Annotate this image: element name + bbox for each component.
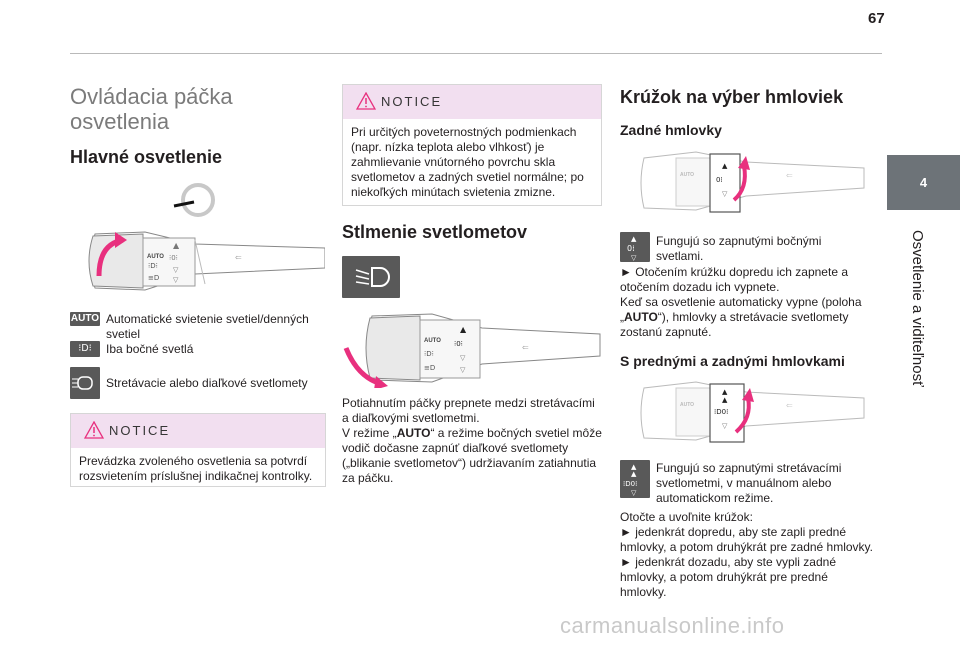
svg-text:▲: ▲ xyxy=(631,470,637,478)
svg-text:⁝0⁝: ⁝0⁝ xyxy=(169,254,178,262)
svg-text:▽: ▽ xyxy=(631,254,637,262)
svg-text:⇐: ⇐ xyxy=(235,253,242,262)
legend-side-lights-text: Iba bočné svetlá xyxy=(106,342,194,356)
svg-text:▲: ▲ xyxy=(460,325,467,334)
rear-fog-instructions: ► Otočením krúžku dopredu ich zapnete a otočením dozadu ich vypnete. Keď sa osvetlenie automaticky vypne (poloha „AUTO“), hmlovky a stretávacie svetlomety zostanú zapnuté. xyxy=(620,265,862,339)
front-rear-fog-instructions: Otočte a uvoľnite krúžok: ► jedenkrát dopredu, aby ste zapli predné hmlovky, a potom druhýkrát pre zadné hmlovky. ► jedenkrát dozadu, aby ste vypli zadné hmlovky, a potom druhýkrát pre predné hmlovky. xyxy=(620,510,873,599)
svg-text:▲: ▲ xyxy=(722,396,728,404)
legend-auto-text: Automatické svietenie svetiel/denných svetiel xyxy=(106,312,309,341)
notice-text: Prevádzka zvoleného osvetlenia sa potvrdí rozsvietením príslušnej indikačnej kontrolky. xyxy=(79,454,313,483)
diagram-auto-label: AUTO xyxy=(680,172,695,178)
notice-label: NOTICE xyxy=(381,94,443,109)
svg-text:⇐: ⇐ xyxy=(786,401,793,410)
svg-text:▽: ▽ xyxy=(460,354,466,362)
legend-headlamp-text: Stretávacie alebo diaľkové svetlomety xyxy=(106,376,308,390)
front-rear-fog-icon xyxy=(620,460,650,498)
steering-wheel-icon xyxy=(170,182,220,218)
rear-fog-icon xyxy=(620,232,650,262)
svg-text:⁞D0⁞: ⁞D0⁞ xyxy=(623,480,638,488)
auto-icon: AUTO xyxy=(70,313,100,324)
svg-text:0⁞: 0⁞ xyxy=(716,176,723,184)
svg-text:▽: ▽ xyxy=(631,489,637,497)
svg-text:▽: ▽ xyxy=(722,422,728,430)
chapter-title: Osvetlenie a viditeľnosť xyxy=(909,230,926,387)
rear-fog-icon-text: Fungujú so zapnutými bočnými svetlami. xyxy=(656,234,822,263)
subheading-front-rear-fog: S prednými a zadnými hmlovkami xyxy=(620,353,845,369)
header-rule xyxy=(70,53,882,54)
svg-text:▲: ▲ xyxy=(722,388,728,396)
svg-text:⇐: ⇐ xyxy=(786,171,793,180)
svg-text:⁝D⁝: ⁝D⁝ xyxy=(148,262,158,270)
diagram-auto-label: AUTO xyxy=(424,338,441,344)
notice-header xyxy=(71,414,325,448)
svg-text:⇐: ⇐ xyxy=(522,343,529,352)
headlamp-dip-icon xyxy=(342,256,400,298)
svg-text:0⁞: 0⁞ xyxy=(627,244,635,253)
page-number: 67 xyxy=(868,10,885,27)
diagram-auto-label: AUTO xyxy=(147,254,164,260)
dipping-text: Potiahnutím páčky prepnete medzi stretávacími a diaľkovými svetlometmi. V režime „AUTO“ a režime bočných svetiel môže vodič dočasne zapnúť diaľkové svetlomety („blikanie svetlometov“) udržiavaním zatiahnutia za páčku. xyxy=(342,396,602,485)
svg-text:▲: ▲ xyxy=(173,241,180,250)
svg-text:⁝D⁝: ⁝D⁝ xyxy=(424,350,434,358)
front-rear-fog-icon-text-1: Fungujú so zapnutými stretávacími svetlometmi, v manuálnom alebo automatickom režime. xyxy=(656,461,842,505)
heading-dipping: Stlmenie svetlometov xyxy=(342,222,528,242)
chapter-tab[interactable]: 4 xyxy=(887,155,960,210)
side-lights-icon: ⁝D⁝ xyxy=(70,341,100,357)
svg-text:▲: ▲ xyxy=(631,235,637,243)
notice-text: Pri určitých poveternostných podmienkach (napr. nízka teplota alebo vlhkosť) je zahmlievanie vnútorného povrchu skla svetlometov a zadných svetiel normálne; po niekoľkých minútach svietenia zmizne. xyxy=(351,125,584,199)
svg-text:⁞D0⁞: ⁞D0⁞ xyxy=(714,408,729,416)
front-rear-fog-ring-diagram xyxy=(636,378,866,448)
notice-box-middle xyxy=(342,84,602,206)
lever-pull-diagram xyxy=(342,308,602,388)
svg-text:≡D: ≡D xyxy=(424,364,436,372)
warning-icon xyxy=(356,92,376,110)
svg-text:▲: ▲ xyxy=(722,162,728,170)
svg-text:▽: ▽ xyxy=(460,366,466,374)
warning-icon xyxy=(84,421,104,439)
chapter-heading: Ovládacia páčka osvetlenia xyxy=(70,84,233,134)
svg-text:▽: ▽ xyxy=(173,276,179,284)
svg-text:▲: ▲ xyxy=(631,463,637,471)
diagram-auto-label: AUTO xyxy=(680,402,695,408)
rear-fog-ring-diagram xyxy=(636,148,866,218)
svg-text:▽: ▽ xyxy=(173,266,179,274)
svg-text:⁝0⁝: ⁝0⁝ xyxy=(454,340,463,348)
headlamp-icon xyxy=(70,367,100,399)
watermark: carmanualsonline.info xyxy=(560,613,785,638)
svg-text:≡D: ≡D xyxy=(148,274,160,282)
svg-text:▽: ▽ xyxy=(722,190,728,198)
notice-header xyxy=(343,85,601,119)
notice-box-left xyxy=(70,413,326,487)
notice-label: NOTICE xyxy=(109,423,171,438)
subheading-rear-fog: Zadné hmlovky xyxy=(620,122,722,138)
light-lever-diagram xyxy=(85,226,325,296)
heading-fog-ring: Krúžok na výber hmloviek xyxy=(620,87,844,107)
heading-main-lighting: Hlavné osvetlenie xyxy=(70,147,223,167)
